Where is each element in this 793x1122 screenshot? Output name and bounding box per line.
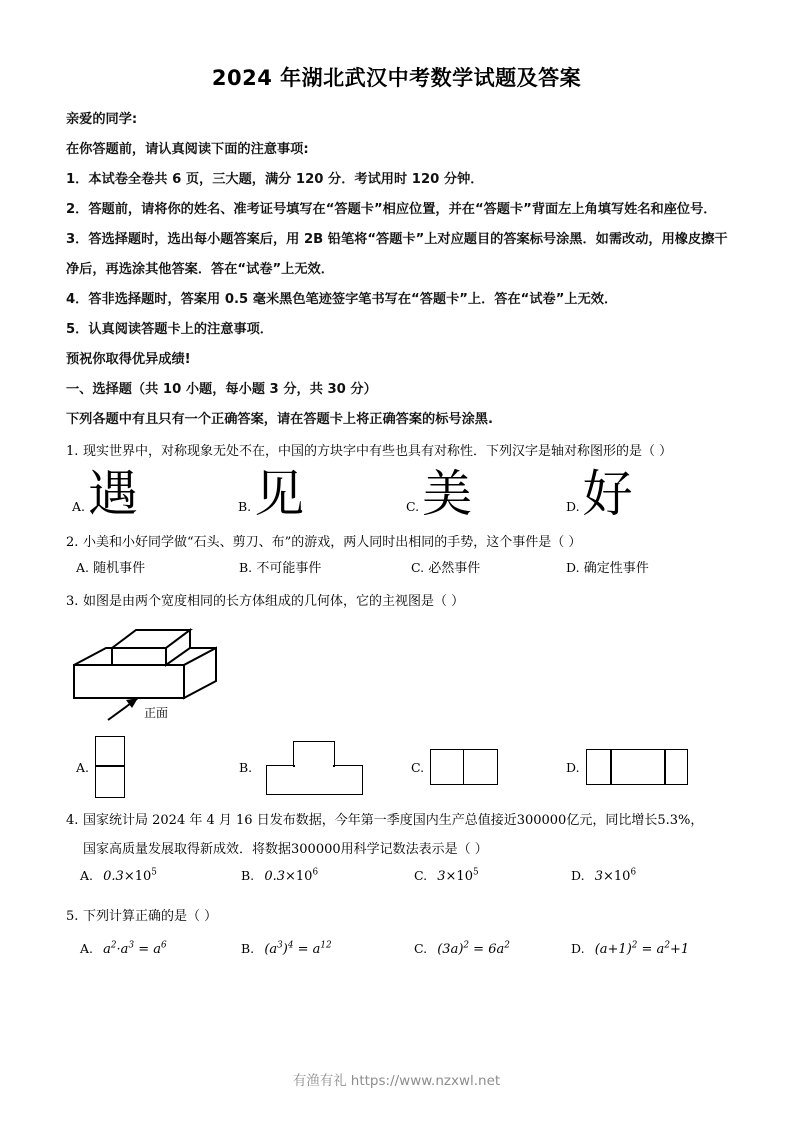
option-text-b: 不可能事件 [256,561,322,576]
question-3-options [66,728,734,806]
note-2: 2．答题前，请将你的姓名、准考证号填写在“答题卡”相应位置，并在“答题卡”背面左上角填写姓名和座位号． [66,202,717,217]
question-3-option-d[interactable] [566,728,688,806]
question-1-number: 1. [66,444,79,459]
option-label-d: D. [571,868,585,883]
section-subheading: 下列各题中有且只有一个正确答案，请在答题卡上将正确答案的标号涂黑. [66,412,494,427]
question-2-text: 小美和小好同学做“石头、剪刀、布”的游戏，两人同时出相同的手势，这个事件是（ ） [83,535,582,550]
question-2-options [66,557,734,587]
watermark-url: https://www.nzxwl.net [350,1073,501,1089]
question-5-number: 5. [66,909,79,924]
page-title: 2024 年湖北武汉中考数学试题及答案 [211,66,582,90]
option-d-exponent: 6 [630,867,637,878]
question-2-option-c[interactable] [411,557,480,576]
option-label-b: B. [238,499,252,514]
question-2-option-b[interactable] [239,557,321,576]
question-5-text: 下列计算正确的是（ ） [83,909,218,924]
front-view-shape-b [258,737,373,797]
option-d-base: 10 [613,869,631,884]
good-luck-wish: 预祝你取得优异成绩! [66,352,191,367]
option-b-exponent: 6 [312,867,319,878]
note-4: 4．答非选择题时，答案用 0.5 毫米黑色笔迹签字笔书写在“答题卡”上．答在“试卷”上无效． [66,292,618,307]
question-4-options [66,868,734,902]
note-1: 1．本试卷全卷共 6 页，三大题，满分 120 分．考试用时 120 分钟． [66,172,484,187]
question-1-stem [66,437,734,466]
question-2-option-d[interactable] [566,557,649,576]
option-label-c: C. [406,499,420,514]
option-c-base: 10 [456,869,473,884]
question-4-option-b[interactable] [241,868,318,884]
question-4-stem-line-1 [66,806,734,835]
question-1-option-a[interactable] [72,466,138,522]
horizontal-divider [95,765,125,767]
question-1-option-d[interactable] [566,466,633,522]
hanzi-glyph-hao: 好 [582,465,633,523]
question-1-options [66,466,734,528]
option-label-d: D. [571,941,585,956]
option-d-times: × [602,869,614,884]
option-label-b: B. [241,868,255,883]
question-5-option-a[interactable] [80,941,167,957]
option-a-times: × [123,869,135,884]
option-a-exponent: 5 [151,867,157,878]
question-3-number: 3. [66,594,79,609]
option-b-times: × [285,869,296,884]
front-view-shape-a [95,736,125,798]
question-5-options [66,941,734,975]
option-b-mantissa: 0.3 [264,869,285,884]
question-1-text: 现实世界中，对称现象无处不在，中国的方块字中有些也具有对称性．下列汉字是轴对称图形的是（ ） [83,444,673,459]
front-face-label: 正面 [144,706,169,720]
question-3-text: 如图是由两个宽度相同的长方体组成的几何体，它的主视图是（ ） [83,594,465,609]
option-label-a: A. [76,759,90,775]
question-3-stem [66,587,734,616]
question-3-option-b[interactable] [239,728,373,806]
question-5-stem [66,902,734,931]
document-body [66,105,734,975]
question-2-stem [66,528,734,557]
question-4-stem-line-2: 国家高质量发展取得新成效．将数据300000用科学记数法表示是（ ） [83,842,488,857]
option-a-formula: $a^2\cdot a^3 = a^6$ [103,940,167,957]
option-label-c: C. [414,941,428,956]
option-b-base: 10 [295,869,313,884]
question-4-option-a[interactable] [80,868,157,884]
question-4-number: 4. [66,813,79,828]
option-c-formula: $(3a)^2 = 6a^2$ [437,940,510,957]
question-5-option-d[interactable] [571,941,689,957]
option-b-formula: $(a^3)^4 = a^{12}$ [264,940,332,957]
option-label-b: B. [239,759,253,775]
question-5-option-c[interactable] [414,941,510,957]
option-text-a: 随机事件 [93,561,146,576]
option-label-a: A. [80,941,94,956]
option-label-d: D. [566,759,580,775]
question-5-option-b[interactable] [241,941,332,957]
question-2-option-a[interactable] [76,557,145,576]
hanzi-glyph-mei: 美 [422,465,473,523]
option-label-a: A. [80,868,94,883]
question-3-solid-figure [66,620,266,728]
option-label-d: D. [566,499,580,514]
hanzi-glyph-yu: 遇 [88,465,139,523]
option-a-mantissa: 0.3 [103,869,124,884]
upper-rect [293,741,335,767]
option-c-times: × [445,869,457,884]
watermark-brand: 有渔有礼 [292,1073,347,1089]
option-d-formula: $(a+1)^2 = a^2+1$ [594,940,690,957]
salutation: 亲爱的同学: [66,112,138,127]
option-label-c: C. [411,560,425,575]
option-text-c: 必然事件 [428,561,481,576]
question-4-option-c[interactable] [414,868,479,884]
option-a-base: 10 [134,869,152,884]
section-heading-choice: 一、选择题（共 10 小题，每小题 3 分，共 30 分） [66,382,377,397]
question-1-option-b[interactable] [238,466,304,522]
vertical-divider-left [610,749,612,785]
vertical-divider-right [664,749,666,785]
option-label-c: C. [411,759,425,775]
question-1-option-c[interactable] [406,466,472,522]
lower-rect [266,765,363,795]
question-3-option-c[interactable] [411,728,498,806]
hanzi-glyph-jian: 见 [254,465,305,523]
option-label-a: A. [76,560,90,575]
question-4-text-1: 国家统计局 2024 年 4 月 16 日发布数据，今年第一季度国内生产总值接近300000亿元，同比增长5.3%， [83,813,704,828]
front-view-shape-c [430,749,498,785]
option-d-mantissa: 3 [594,869,603,884]
option-c-exponent: 5 [472,867,479,878]
option-label-b: B. [241,941,255,956]
question-2-number: 2. [66,535,79,550]
option-label-c: C. [414,868,428,883]
option-label-d: D. [566,560,580,575]
footer-watermark [0,1069,793,1089]
vertical-divider [463,749,464,785]
option-text-d: 确定性事件 [583,561,649,576]
intro-lead: 在你答题前，请认真阅读下面的注意事项: [66,142,309,157]
question-4-option-d[interactable] [571,868,636,884]
outer-rect [586,749,688,785]
option-c-mantissa: 3 [437,869,446,884]
seam-mask [295,765,333,767]
front-view-shape-d [586,749,688,785]
option-label-b: B. [239,560,253,575]
option-label-a: A. [72,499,86,514]
question-3-option-a[interactable] [76,728,125,806]
note-3: 3．答选择题时，选出每小题答案后，用 2B 铅笔将“答题卡”上对应题目的答案标号涂黑．如需改动，用橡皮擦干净后，再选涂其他答案．答在“试卷”上无效． [66,232,728,277]
note-5: 5．认真阅读答题卡上的注意事项． [66,322,273,337]
